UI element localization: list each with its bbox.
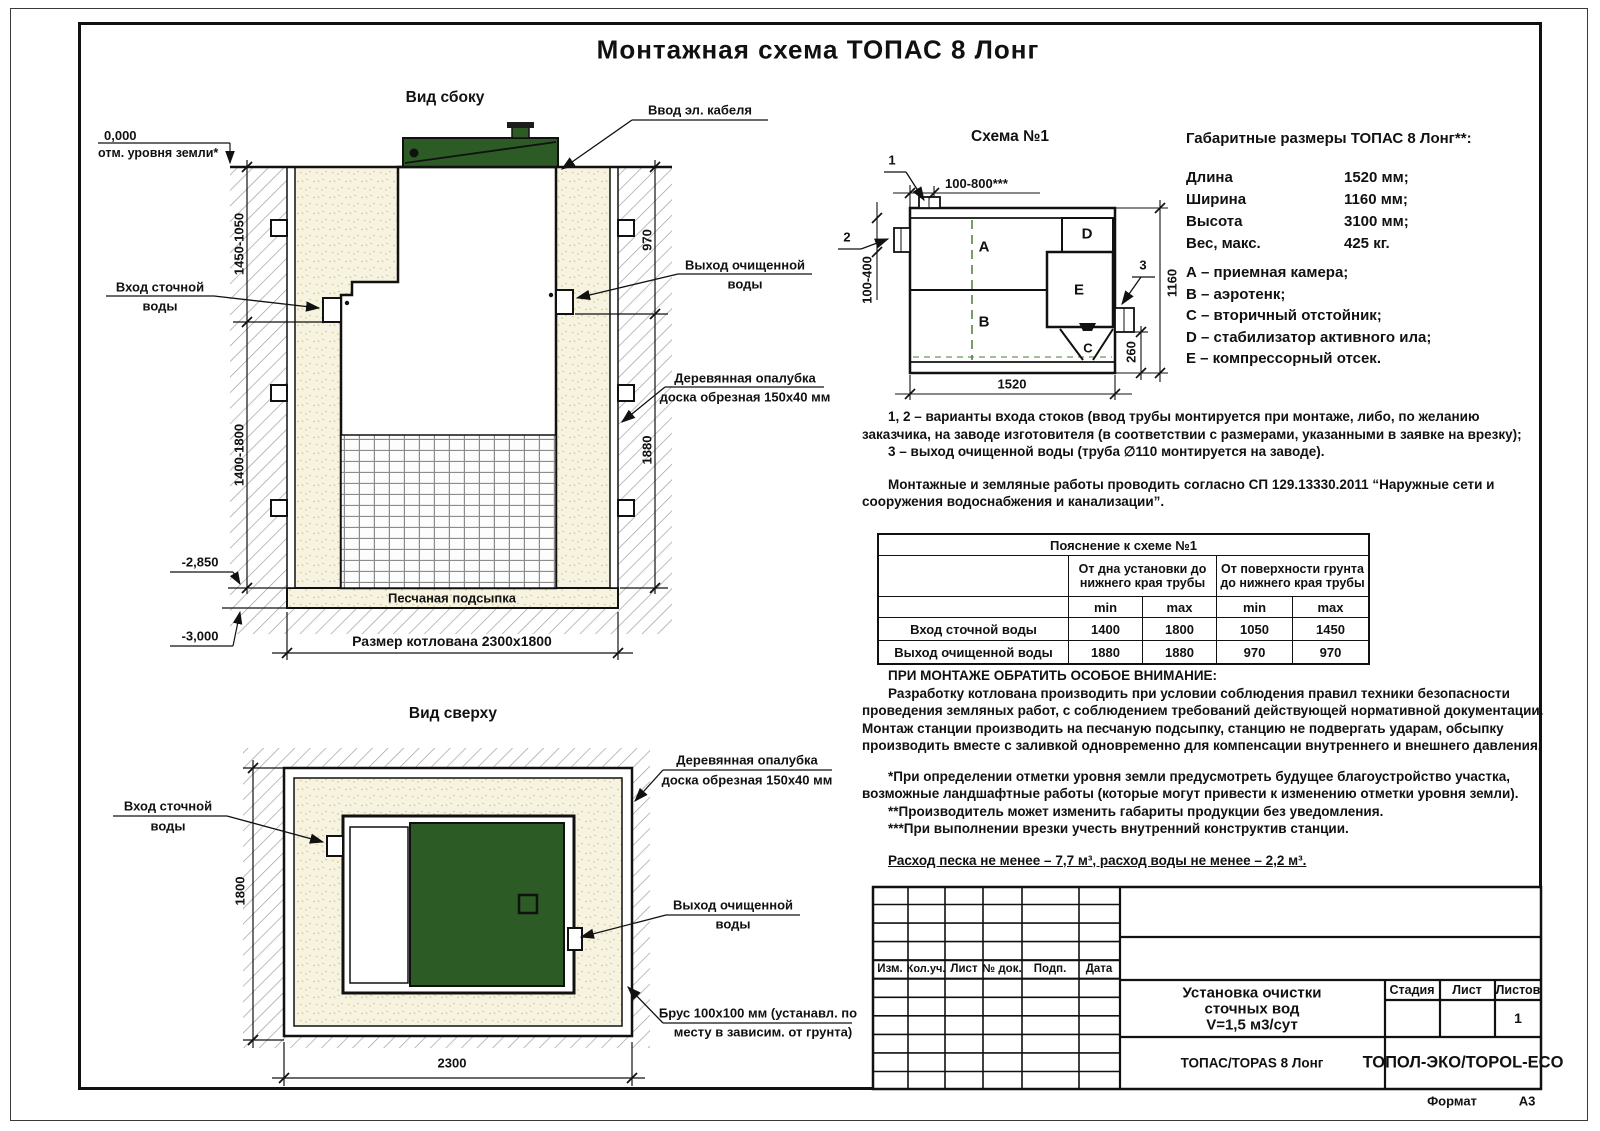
overall-dimensions-list [1186, 167, 1409, 255]
level-bedding: -2,850 [181, 554, 219, 570]
legend-line: D – стабилизатор активного ила; [1186, 328, 1432, 346]
station-lid [403, 122, 558, 167]
legend-line: В – аэротенк; [1186, 285, 1286, 303]
level-bottom: -3,000 [181, 628, 219, 644]
page-title: Монтажная схема ТОПАС 8 Лонг [596, 34, 1040, 65]
compartment-e: E [1073, 281, 1085, 299]
compartment-a: A [978, 238, 990, 256]
schema-marker-2: 2 [843, 229, 851, 245]
sheets-value: 1 [1514, 1010, 1522, 1026]
top-inlet-label-line2: воды [150, 818, 186, 834]
note-3: Монтажные и земляные работы проводить согласно СП 129.13330.2011 “Наружные сети и сооружения водоснабжения и канализации”. [862, 476, 1495, 509]
schema-dim-outlet: 260 [1123, 341, 1139, 363]
attention-heading: ПРИ МОНТАЖЕ ОБРАТИТЬ ОСОБОЕ ВНИМАНИЕ: [888, 668, 1218, 683]
legend-line: А – приемная камера; [1186, 264, 1349, 281]
format-label: Формат [1427, 1093, 1477, 1109]
outlet-label-line1: Выход очищенной [684, 257, 806, 273]
inlet-label-line2: воды [142, 298, 178, 314]
zero-level-mark: 0,000 [104, 128, 137, 143]
company-name: ТОПОЛ-ЭКО/TOPOL-ECO [1362, 1053, 1564, 1072]
doc-title-line1: Установка очистки [1182, 984, 1322, 1002]
table-empty-cell [879, 597, 1068, 617]
schema-dim-top: 100-800*** [945, 176, 1008, 191]
schema-dim-bottom: 1520 [997, 376, 1027, 392]
formwork-label-line2: доска обрезная 150x40 мм [659, 389, 831, 405]
stamp-col-izm: Изм. [877, 963, 903, 975]
table-row: Вход сточной воды 1400 1800 1050 1450 [879, 617, 1368, 640]
schema-marker-1: 1 [888, 152, 896, 168]
footnote-1: *При определении отметки уровня земли предусмотреть будущее благоустройство участка, возможные ландшафтные работы (которые могут привести к изменению отметки уровня земли). [862, 768, 1519, 801]
attention-body: Разработку котлована производить при условии соблюдения правил техники безопасности проведения земляных работ, с соблюдением требований действующей нормативной документации. Монтаж станции производить на песчаную подсыпку, станцию не подвергать ударам, обсыпку производить вместе с заливкой одновременно для компенсации внутреннего и внешнего давления. [862, 685, 1544, 753]
top-dim-width: 2300 [437, 1055, 467, 1071]
footnote-2: **Производитель может изменить габариты продукции без уведомления. [888, 803, 1384, 819]
station-neck-top [350, 827, 408, 983]
dim-right-bottom: 1880 [639, 435, 655, 465]
beam-label-line2: месту в зависим. от грунта) [673, 1024, 853, 1040]
schema-title: Схема №1 [971, 128, 1049, 145]
stamp-col-ndok: № док. [982, 963, 1022, 975]
doc-title-line3: V=1,5 м3/сут [1206, 1016, 1298, 1034]
overall-row: Высота 3100 мм; [1186, 213, 1409, 230]
cable-entry-label: Ввод эл. кабеля [647, 102, 753, 118]
side-view-title: Вид сбоку [405, 89, 485, 106]
lid-vent [519, 895, 537, 913]
schema-dim-left: 100-400 [859, 256, 875, 304]
schema-notes [862, 408, 1546, 511]
zero-level-note: отм. уровня земли* [98, 146, 219, 160]
table-title: Пояснение к схеме №1 [1049, 537, 1198, 553]
formwork-label-line1: Деревянная опалубка [674, 370, 816, 386]
top-outlet-label-line1: Выход очищенной [672, 897, 794, 913]
table-group2-header: От поверхности грунта до нижнего края трубы [1216, 556, 1368, 596]
inlet-stub-top [327, 836, 343, 856]
overall-row: Длина 1520 мм; [1186, 169, 1409, 186]
format-value: А3 [1518, 1093, 1536, 1109]
legend-line: Е – компрессорный отсек. [1186, 350, 1381, 367]
inlet-label-line1: Вход сточной [115, 279, 205, 295]
top-formwork-label-line2: доска обрезная 150x40 мм [661, 772, 833, 788]
beam-label-line1: Брус 100х100 мм (устанавл. по [658, 1005, 858, 1021]
outlet-label-line2: воды [727, 276, 763, 292]
stamp-col-data: Дата [1085, 963, 1113, 975]
note-2: 3 – выход очищенной воды (труба ∅110 монтируется на заводе). [888, 444, 1325, 459]
schema-dim-right: 1160 [1164, 268, 1180, 298]
outlet-stub-top [568, 928, 582, 950]
station-bottom-section [341, 435, 556, 588]
note-1: 1, 2 – варианты входа стоков (ввод трубы монтируется при монтаже, либо, по желанию заказчика, на заводе изготовителя (в соответствии с размерами, указанными в заявке на врезку); [862, 409, 1522, 442]
dim-right-top: 970 [639, 229, 655, 251]
top-view-title: Вид сверху [408, 705, 498, 722]
explanation-table [877, 533, 1370, 665]
table-corner-cell [879, 556, 1068, 596]
overall-title: Габаритные размеры ТОПАС 8 Лонг**: [1186, 130, 1472, 147]
table-min-header: min [1216, 597, 1292, 617]
model-name: ТОПАС/TOPAS 8 Лонг [1180, 1055, 1324, 1071]
table-max-header: max [1142, 597, 1216, 617]
dim-left-top: 1450-1050 [231, 212, 247, 276]
stamp-col-podp: Подп. [1033, 963, 1067, 975]
schema-marker-3: 3 [1139, 257, 1147, 273]
dim-left-bottom: 1400-1800 [231, 423, 247, 487]
sheet-header: Лист [1452, 983, 1482, 997]
top-formwork-label-line1: Деревянная опалубка [676, 752, 818, 768]
compartment-b: B [978, 313, 990, 331]
table-max-header: max [1292, 597, 1368, 617]
consumption-note: Расход песка не менее – 7,7 м³, расход воды не менее – 2,2 м³. [888, 852, 1307, 868]
top-dim-height: 1800 [232, 876, 248, 906]
doc-title-line2: сточных вод [1204, 1000, 1300, 1018]
top-outlet-label-line2: воды [715, 916, 751, 932]
table-row: Выход очищенной воды 1880 1880 970 970 [879, 640, 1368, 663]
sheets-header: Листов [1495, 983, 1541, 997]
legend-line: С – вторичный отстойник; [1186, 307, 1382, 324]
pit-size-label: Размер котлована 2300х1800 [352, 633, 552, 649]
sand-bedding-label: Песчаная подсыпка [388, 590, 516, 606]
overall-row: Ширина 1160 мм; [1186, 191, 1408, 208]
attention-block [862, 667, 1546, 869]
compartment-legend [1186, 262, 1431, 370]
compartment-c: C [1083, 340, 1093, 356]
top-inlet-label-line1: Вход сточной [123, 798, 213, 814]
stamp-col-koluch: Кол.уч. [906, 963, 946, 975]
stage-header: Стадия [1389, 983, 1435, 997]
station-lid-top [410, 823, 564, 986]
table-group1-header: От дна установки до нижнего края трубы [1068, 556, 1216, 596]
compartment-d: D [1081, 225, 1093, 243]
stamp-col-list: Лист [950, 963, 978, 975]
table-min-header: min [1068, 597, 1142, 617]
footnote-3: ***При выполнении врезки учесть внутренний конструктив станции. [888, 821, 1349, 836]
overall-row: Вес, макс. 425 кг. [1186, 235, 1390, 252]
